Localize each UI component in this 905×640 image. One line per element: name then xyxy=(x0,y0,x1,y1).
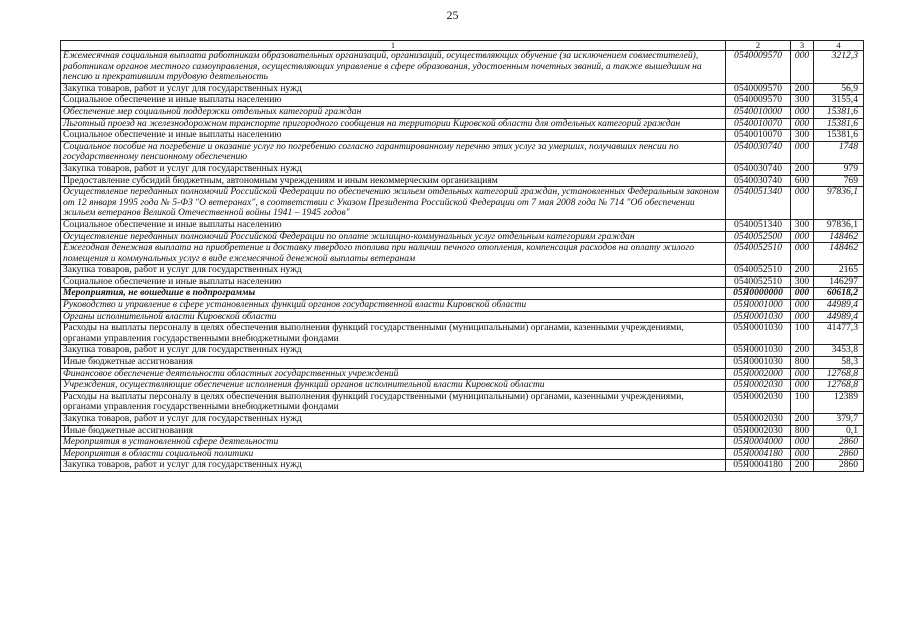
row-description: Льготный проезд на железнодорожном транспорте пригородного сообщения на территории Кировской области для отдельных категорий граждан xyxy=(61,118,726,130)
table-row xyxy=(61,141,864,163)
row-target-code: 05Я0002030 xyxy=(726,391,791,413)
row-expense-kind: 300 xyxy=(791,95,814,107)
row-amount: 12768,8 xyxy=(814,380,864,392)
header-row xyxy=(61,41,864,51)
table-row xyxy=(61,118,864,130)
row-amount: 44989,4 xyxy=(814,311,864,323)
row-amount: 379,7 xyxy=(814,414,864,426)
table-row xyxy=(61,300,864,312)
row-expense-kind: 000 xyxy=(791,448,814,460)
row-amount: 979 xyxy=(814,163,864,175)
row-expense-kind: 300 xyxy=(791,276,814,288)
table-row xyxy=(61,231,864,243)
row-description: Ежемесячная социальная выплата работникам образовательных организаций, организаций, осуществляющих обучение (за исключением совместителей), работникам органов местного самоуправления, осуществляющих управление в сфере образования, удостоенным почетных званий, а также вышедшим на пенсию и прекратившим трудовую деятельность xyxy=(61,51,726,84)
row-expense-kind: 100 xyxy=(791,323,814,345)
row-amount: 148462 xyxy=(814,243,864,265)
row-target-code: 0540051340 xyxy=(726,187,791,220)
table-body xyxy=(61,51,864,472)
row-target-code: 0540052510 xyxy=(726,276,791,288)
row-amount: 97836,1 xyxy=(814,187,864,220)
row-target-code: 0540052510 xyxy=(726,265,791,277)
row-expense-kind: 200 xyxy=(791,163,814,175)
table-row xyxy=(61,323,864,345)
row-expense-kind: 000 xyxy=(791,51,814,84)
row-amount: 97836,1 xyxy=(814,219,864,231)
row-target-code: 0540052510 xyxy=(726,243,791,265)
row-amount: 15381,6 xyxy=(814,106,864,118)
row-description: Социальное обеспечение и иные выплаты населению xyxy=(61,130,726,142)
row-amount: 3155,4 xyxy=(814,95,864,107)
page-number: 25 xyxy=(446,8,459,22)
row-description: Ежегодная денежная выплата на приобретение и доставку твердого топлива при наличии печного отопления, компенсация расходов на оплату жилого помещения и коммунальных услуг в виде ежемесячной денежной выплаты ветеранам xyxy=(61,243,726,265)
row-amount: 12389 xyxy=(814,391,864,413)
row-target-code: 05Я0002000 xyxy=(726,368,791,380)
row-description: Закупка товаров, работ и услуг для государственных нужд xyxy=(61,265,726,277)
row-description: Закупка товаров, работ и услуг для государственных нужд xyxy=(61,460,726,472)
row-target-code: 05Я0002030 xyxy=(726,380,791,392)
row-expense-kind: 000 xyxy=(791,311,814,323)
row-target-code: 0540010070 xyxy=(726,130,791,142)
table-row xyxy=(61,368,864,380)
header-col-3: 3 xyxy=(791,41,814,51)
row-expense-kind: 200 xyxy=(791,460,814,472)
table-row xyxy=(61,380,864,392)
row-description: Финансовое обеспечение деятельности областных государственных учреждений xyxy=(61,368,726,380)
row-description: Социальное обеспечение и иные выплаты населению xyxy=(61,276,726,288)
row-amount: 146297 xyxy=(814,276,864,288)
row-target-code: 0540030740 xyxy=(726,141,791,163)
table-row xyxy=(61,460,864,472)
row-description: Учреждения, осуществляющие обеспечение исполнения функций органов исполнительной власти Кировской области xyxy=(61,380,726,392)
table-row xyxy=(61,95,864,107)
row-description: Руководство и управление в сфере установленных функций органов государственной власти Кировской области xyxy=(61,300,726,312)
budget-table xyxy=(60,40,864,472)
row-amount: 56,9 xyxy=(814,83,864,95)
row-expense-kind: 600 xyxy=(791,175,814,187)
row-description: Предоставление субсидий бюджетным, автономным учреждениям и иным некоммерческим организациям xyxy=(61,175,726,187)
header-col-1: 1 xyxy=(61,41,726,51)
table-row xyxy=(61,414,864,426)
row-expense-kind: 100 xyxy=(791,391,814,413)
row-description: Иные бюджетные ассигнования xyxy=(61,425,726,437)
row-amount: 0,1 xyxy=(814,425,864,437)
row-target-code: 0540030740 xyxy=(726,163,791,175)
table-row xyxy=(61,51,864,84)
row-amount: 3453,8 xyxy=(814,345,864,357)
row-target-code: 05Я0001030 xyxy=(726,323,791,345)
row-description: Закупка товаров, работ и услуг для государственных нужд xyxy=(61,414,726,426)
row-expense-kind: 000 xyxy=(791,243,814,265)
row-expense-kind: 000 xyxy=(791,288,814,300)
row-target-code: 05Я0002030 xyxy=(726,425,791,437)
table-row xyxy=(61,425,864,437)
row-amount: 3212,3 xyxy=(814,51,864,84)
row-expense-kind: 000 xyxy=(791,106,814,118)
row-amount: 60618,2 xyxy=(814,288,864,300)
table-row xyxy=(61,219,864,231)
row-expense-kind: 000 xyxy=(791,437,814,449)
table-row xyxy=(61,265,864,277)
row-description: Осуществление переданных полномочий Российской Федерации по обеспечению жильем отдельных категорий граждан, установленных Федеральным законом от 12 января 1995 года № 5-ФЗ "О ветеранах", в соответствии с Указом Президента Российской Федерации от 7 мая 2008 года № 714 "Об обеспечении жильем ветеранов Великой Отечественной войны 1941 – 1945 годов" xyxy=(61,187,726,220)
row-description: Мероприятия в установленной сфере деятельности xyxy=(61,437,726,449)
row-target-code: 05Я0001030 xyxy=(726,345,791,357)
row-target-code: 05Я0004180 xyxy=(726,460,791,472)
row-target-code: 05Я0001000 xyxy=(726,300,791,312)
row-amount: 2860 xyxy=(814,448,864,460)
row-amount: 12768,8 xyxy=(814,368,864,380)
row-expense-kind: 300 xyxy=(791,219,814,231)
row-description: Осуществление переданных полномочий Российской Федерации по оплате жилищно-коммунальных услуг отдельным категориям граждан xyxy=(61,231,726,243)
row-amount: 58,3 xyxy=(814,357,864,369)
row-amount: 41477,3 xyxy=(814,323,864,345)
row-description: Закупка товаров, работ и услуг для государственных нужд xyxy=(61,163,726,175)
row-target-code: 05Я0002030 xyxy=(726,414,791,426)
row-target-code: 0540009570 xyxy=(726,51,791,84)
table-row xyxy=(61,106,864,118)
row-expense-kind: 800 xyxy=(791,357,814,369)
row-target-code: 0540009570 xyxy=(726,95,791,107)
row-description: Социальное пособие на погребение и оказание услуг по погребению согласно гарантированному перечню этих услуг за умерших, получавших пенсии по государственному пенсионному обеспечению xyxy=(61,141,726,163)
row-target-code: 05Я0004000 xyxy=(726,437,791,449)
row-description: Социальное обеспечение и иные выплаты населению xyxy=(61,219,726,231)
row-target-code: 05Я0001030 xyxy=(726,357,791,369)
table-row xyxy=(61,391,864,413)
row-amount: 148462 xyxy=(814,231,864,243)
row-target-code: 0540052500 xyxy=(726,231,791,243)
row-target-code: 0540030740 xyxy=(726,175,791,187)
table-row xyxy=(61,357,864,369)
row-target-code: 05Я0000000 xyxy=(726,288,791,300)
row-expense-kind: 000 xyxy=(791,231,814,243)
row-description: Расходы на выплаты персоналу в целях обеспечения выполнения функций государственными (муниципальными) органами, казенными учреждениями, органами управления государственными внебюджетными фондами xyxy=(61,323,726,345)
row-target-code: 05Я0001030 xyxy=(726,311,791,323)
row-expense-kind: 200 xyxy=(791,345,814,357)
row-expense-kind: 000 xyxy=(791,118,814,130)
row-description: Закупка товаров, работ и услуг для государственных нужд xyxy=(61,345,726,357)
row-expense-kind: 200 xyxy=(791,265,814,277)
row-target-code: 0540010070 xyxy=(726,118,791,130)
header-col-2: 2 xyxy=(726,41,791,51)
table-row xyxy=(61,276,864,288)
row-amount: 2860 xyxy=(814,460,864,472)
table-row xyxy=(61,437,864,449)
row-amount: 1748 xyxy=(814,141,864,163)
table-row xyxy=(61,448,864,460)
table-row xyxy=(61,175,864,187)
row-description: Органы исполнительной власти Кировской области xyxy=(61,311,726,323)
row-target-code: 0540010000 xyxy=(726,106,791,118)
table-row xyxy=(61,288,864,300)
row-expense-kind: 200 xyxy=(791,83,814,95)
row-amount: 769 xyxy=(814,175,864,187)
row-expense-kind: 000 xyxy=(791,368,814,380)
row-target-code: 0540009570 xyxy=(726,83,791,95)
row-amount: 2165 xyxy=(814,265,864,277)
budget-table-container xyxy=(60,40,863,472)
row-expense-kind: 000 xyxy=(791,380,814,392)
table-row xyxy=(61,130,864,142)
table-row xyxy=(61,311,864,323)
table-row xyxy=(61,345,864,357)
row-expense-kind: 000 xyxy=(791,141,814,163)
table-row xyxy=(61,83,864,95)
table-row xyxy=(61,163,864,175)
row-amount: 2860 xyxy=(814,437,864,449)
row-amount: 15381,6 xyxy=(814,118,864,130)
row-amount: 15381,6 xyxy=(814,130,864,142)
row-description: Мероприятия, не вошедшие в подпрограммы xyxy=(61,288,726,300)
table-row xyxy=(61,243,864,265)
table-row xyxy=(61,187,864,220)
row-description: Социальное обеспечение и иные выплаты населению xyxy=(61,95,726,107)
row-description: Иные бюджетные ассигнования xyxy=(61,357,726,369)
row-description: Мероприятия в области социальной политики xyxy=(61,448,726,460)
row-description: Обеспечение мер социальной поддержки отдельных категорий граждан xyxy=(61,106,726,118)
row-expense-kind: 300 xyxy=(791,130,814,142)
row-amount: 44989,4 xyxy=(814,300,864,312)
row-description: Закупка товаров, работ и услуг для государственных нужд xyxy=(61,83,726,95)
row-expense-kind: 000 xyxy=(791,187,814,220)
row-target-code: 05Я0004180 xyxy=(726,448,791,460)
row-target-code: 0540051340 xyxy=(726,219,791,231)
header-col-4: 4 xyxy=(814,41,864,51)
row-expense-kind: 200 xyxy=(791,414,814,426)
row-description: Расходы на выплаты персоналу в целях обеспечения выполнения функций государственными (муниципальными) органами, казенными учреждениями, органами управления государственными внебюджетными фондами xyxy=(61,391,726,413)
row-expense-kind: 800 xyxy=(791,425,814,437)
row-expense-kind: 000 xyxy=(791,300,814,312)
